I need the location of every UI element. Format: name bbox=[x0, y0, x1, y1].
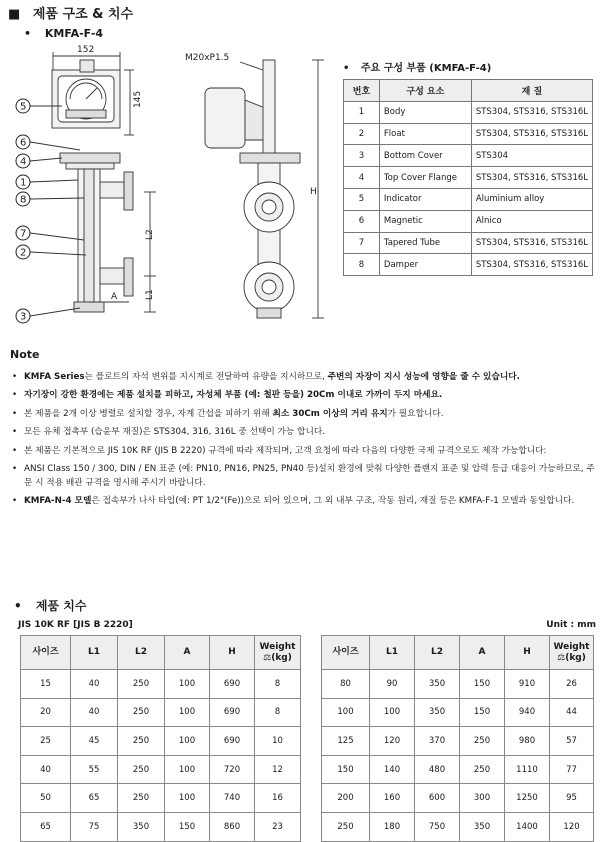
callout-4: 4 bbox=[20, 156, 27, 168]
col-material: 재 질 bbox=[471, 80, 592, 102]
callout-7: 7 bbox=[20, 228, 27, 240]
cell-a: 100 bbox=[165, 670, 210, 699]
notes-list bbox=[10, 371, 600, 514]
dimensions-unit: Unit : mm bbox=[546, 620, 596, 630]
components-heading bbox=[343, 59, 491, 74]
table-row bbox=[21, 670, 301, 699]
dimensions-bullet: • bbox=[14, 599, 22, 613]
cell-l1: 40 bbox=[71, 670, 118, 699]
model-title: KMFA-F-4 bbox=[44, 27, 104, 40]
note-item bbox=[10, 408, 600, 421]
cell-component: Tapered Tube bbox=[379, 232, 471, 254]
note1-model: KMFA Series bbox=[24, 372, 85, 382]
cell-weight: 120 bbox=[550, 812, 594, 841]
cell-h: 740 bbox=[210, 784, 255, 813]
col-a: A bbox=[165, 636, 210, 670]
components-title: 주요 구성 부품 (KMFA-F-4) bbox=[360, 63, 492, 74]
note-item bbox=[10, 463, 600, 490]
cell-l1: 75 bbox=[71, 812, 118, 841]
cell-l2: 250 bbox=[118, 698, 165, 727]
cell-material: STS304, STS316, STS316L bbox=[471, 167, 592, 189]
cell-l1: 65 bbox=[71, 784, 118, 813]
cell-component: Top Cover Flange bbox=[379, 167, 471, 189]
note-bullet: • bbox=[12, 390, 18, 401]
note-item bbox=[10, 389, 600, 402]
cell-material: STS304, STS316, STS316L bbox=[471, 101, 592, 123]
note-bullet: • bbox=[12, 372, 18, 382]
cell-size: 100 bbox=[322, 698, 370, 727]
table-row bbox=[21, 698, 301, 727]
cell-weight: 16 bbox=[255, 784, 301, 813]
scale-icon: ⚖ bbox=[557, 652, 566, 663]
dim-145-label: 145 bbox=[133, 90, 143, 108]
notes-title: Note bbox=[10, 348, 40, 361]
table-row bbox=[344, 210, 593, 232]
note-item bbox=[10, 426, 600, 439]
cell-a: 150 bbox=[165, 812, 210, 841]
weight-label: Weight bbox=[553, 641, 590, 652]
cell-weight: 23 bbox=[255, 812, 301, 841]
table-row bbox=[322, 784, 594, 813]
table-row bbox=[322, 812, 594, 841]
note4-text: 모든 유체 접촉부 (습윤부 재질)은 STS304, 316, 316L 중 선택이 가능 합니다. bbox=[24, 427, 325, 438]
thread-label: M20xP1.5 bbox=[185, 53, 230, 63]
dim-l2-label: L2 bbox=[145, 229, 155, 240]
col-h: H bbox=[505, 636, 550, 670]
cell-weight: 95 bbox=[550, 784, 594, 813]
model-bullet: • bbox=[24, 27, 32, 40]
dimensions-table-right bbox=[321, 635, 594, 842]
cell-number: 2 bbox=[344, 123, 380, 145]
table-row bbox=[344, 232, 593, 254]
cell-l1: 45 bbox=[71, 727, 118, 756]
cell-a: 100 bbox=[165, 755, 210, 784]
note3-tail: 가 필요합니다. bbox=[387, 408, 444, 419]
cell-l1: 140 bbox=[370, 755, 415, 784]
weight-unit: (kg) bbox=[271, 652, 292, 663]
cell-l2: 480 bbox=[415, 755, 460, 784]
col-number: 번호 bbox=[344, 80, 380, 102]
note5-text: 본 제품은 기본적으로 JIS 10K RF (JIS B 2220) 규격에 따라 제작되며, 고객 요청에 따라 다음의 다양한 국제 규격으로도 제작 가능합니다: bbox=[24, 445, 547, 456]
col-weight bbox=[550, 636, 594, 670]
cell-a: 100 bbox=[165, 698, 210, 727]
col-weight bbox=[255, 636, 301, 670]
col-l1: L1 bbox=[71, 636, 118, 670]
callout-8: 8 bbox=[20, 194, 27, 206]
note-item bbox=[10, 371, 600, 384]
model-heading bbox=[24, 27, 103, 40]
table-row bbox=[344, 123, 593, 145]
col-l2: L2 bbox=[118, 636, 165, 670]
cell-h: 980 bbox=[505, 727, 550, 756]
cell-size: 150 bbox=[322, 755, 370, 784]
note7-model: KMFA-N-4 모델 bbox=[24, 496, 92, 507]
callout-1: 1 bbox=[20, 177, 27, 189]
dim-l1-label: L1 bbox=[145, 289, 155, 300]
col-l2: L2 bbox=[415, 636, 460, 670]
cell-l2: 370 bbox=[415, 727, 460, 756]
cell-number: 4 bbox=[344, 167, 380, 189]
cell-a: 150 bbox=[460, 698, 505, 727]
cell-l1: 120 bbox=[370, 727, 415, 756]
cell-l2: 350 bbox=[118, 812, 165, 841]
cell-size: 80 bbox=[322, 670, 370, 699]
cell-a: 100 bbox=[165, 784, 210, 813]
cell-l2: 250 bbox=[118, 755, 165, 784]
col-component: 구성 요소 bbox=[379, 80, 471, 102]
note2-bold: 자기장이 강한 환경에는 제품 설치를 피하고, 자성체 부품 (예: 철판 등을) 20Cm 이내로 가까이 두지 마세요. bbox=[24, 390, 443, 401]
cell-number: 1 bbox=[344, 101, 380, 123]
cell-l1: 90 bbox=[370, 670, 415, 699]
cell-l2: 250 bbox=[118, 784, 165, 813]
weight-label: Weight bbox=[259, 641, 296, 652]
note-bullet: • bbox=[12, 464, 18, 475]
cell-a: 350 bbox=[460, 812, 505, 841]
cell-h: 860 bbox=[210, 812, 255, 841]
cell-a: 300 bbox=[460, 784, 505, 813]
table-row bbox=[344, 188, 593, 210]
dimensions-standard: JIS 10K RF [JIS B 2220] bbox=[18, 620, 133, 630]
dim-a-label: A bbox=[111, 292, 118, 302]
cell-number: 5 bbox=[344, 188, 380, 210]
cell-component: Indicator bbox=[379, 188, 471, 210]
cell-size: 50 bbox=[21, 784, 71, 813]
cell-a: 150 bbox=[460, 670, 505, 699]
cell-l2: 600 bbox=[415, 784, 460, 813]
cell-h: 720 bbox=[210, 755, 255, 784]
note3-bold: 최소 30Cm 이상의 거리 유지 bbox=[272, 408, 388, 419]
note1-bold: 주변의 자장이 지시 성능에 영향을 줄 수 있습니다. bbox=[327, 372, 520, 382]
col-h: H bbox=[210, 636, 255, 670]
cell-l1: 180 bbox=[370, 812, 415, 841]
cell-l2: 750 bbox=[415, 812, 460, 841]
table-row bbox=[322, 670, 594, 699]
cell-h: 910 bbox=[505, 670, 550, 699]
table-row bbox=[322, 755, 594, 784]
cell-weight: 26 bbox=[550, 670, 594, 699]
cell-material: STS304, STS316, STS316L bbox=[471, 123, 592, 145]
section-bullet: ■ bbox=[8, 7, 21, 22]
dim-152-label: 152 bbox=[77, 45, 95, 55]
cell-material: Alnico bbox=[471, 210, 592, 232]
cell-size: 15 bbox=[21, 670, 71, 699]
table-row bbox=[322, 698, 594, 727]
dimensions-table-left bbox=[20, 635, 301, 842]
col-size: 사이즈 bbox=[21, 636, 71, 670]
cell-h: 690 bbox=[210, 670, 255, 699]
cell-h: 1400 bbox=[505, 812, 550, 841]
cell-l2: 250 bbox=[118, 670, 165, 699]
table-row bbox=[21, 784, 301, 813]
cell-l2: 350 bbox=[415, 670, 460, 699]
cell-weight: 8 bbox=[255, 670, 301, 699]
cell-l1: 55 bbox=[71, 755, 118, 784]
note-item bbox=[10, 495, 600, 508]
callout-2: 2 bbox=[20, 247, 27, 259]
callout-5: 5 bbox=[20, 101, 27, 113]
components-table bbox=[343, 79, 593, 276]
scale-icon: ⚖ bbox=[263, 652, 272, 663]
cell-weight: 8 bbox=[255, 698, 301, 727]
cell-size: 200 bbox=[322, 784, 370, 813]
note3-text: 본 제품을 2개 이상 병렬로 설치할 경우, 자계 간섭을 피하기 위해 bbox=[24, 408, 273, 419]
weight-unit: (kg) bbox=[565, 652, 586, 663]
note1-text: 는 플로트의 자석 변위를 지시계로 전달하여 유량을 지시하므로, bbox=[84, 372, 328, 382]
cell-h: 940 bbox=[505, 698, 550, 727]
cell-l2: 350 bbox=[415, 698, 460, 727]
cell-l1: 160 bbox=[370, 784, 415, 813]
components-bullet: • bbox=[343, 63, 350, 74]
col-size: 사이즈 bbox=[322, 636, 370, 670]
note-bullet: • bbox=[12, 427, 18, 438]
col-a: A bbox=[460, 636, 505, 670]
cell-component: Float bbox=[379, 123, 471, 145]
table-row bbox=[322, 727, 594, 756]
cell-component: Bottom Cover bbox=[379, 145, 471, 167]
table-row bbox=[21, 755, 301, 784]
cell-component: Body bbox=[379, 101, 471, 123]
table-row bbox=[344, 167, 593, 189]
cell-number: 7 bbox=[344, 232, 380, 254]
cell-h: 1250 bbox=[505, 784, 550, 813]
cell-h: 1110 bbox=[505, 755, 550, 784]
section-title: 제품 구조 & 치수 bbox=[32, 7, 134, 22]
cell-size: 20 bbox=[21, 698, 71, 727]
note-item bbox=[10, 445, 600, 458]
cell-material: Aluminium alloy bbox=[471, 188, 592, 210]
cell-h: 690 bbox=[210, 727, 255, 756]
cell-number: 8 bbox=[344, 254, 380, 276]
cell-number: 6 bbox=[344, 210, 380, 232]
cell-h: 690 bbox=[210, 698, 255, 727]
cell-weight: 10 bbox=[255, 727, 301, 756]
col-l1: L1 bbox=[370, 636, 415, 670]
cell-size: 65 bbox=[21, 812, 71, 841]
dim-h-label: H bbox=[310, 187, 317, 197]
cell-size: 25 bbox=[21, 727, 71, 756]
cell-l1: 40 bbox=[71, 698, 118, 727]
table-row bbox=[21, 812, 301, 841]
cell-weight: 44 bbox=[550, 698, 594, 727]
dimensions-title: 제품 치수 bbox=[35, 599, 87, 613]
note7-text: 은 접속부가 나사 타입(예: PT 1/2"(Fe))으로 되어 있으며, 그 외 내부 구조, 작동 원리, 재질 등은 KMFA-F-1 모델과 동일합니다. bbox=[91, 496, 575, 507]
cell-component: Magnetic bbox=[379, 210, 471, 232]
cell-l2: 250 bbox=[118, 727, 165, 756]
dim-header-row bbox=[322, 636, 594, 670]
cell-a: 250 bbox=[460, 755, 505, 784]
cell-weight: 77 bbox=[550, 755, 594, 784]
note-bullet: • bbox=[12, 445, 18, 456]
dimensions-heading bbox=[14, 597, 86, 614]
cell-material: STS304, STS316, STS316L bbox=[471, 232, 592, 254]
cell-number: 3 bbox=[344, 145, 380, 167]
cell-a: 100 bbox=[165, 727, 210, 756]
components-header-row bbox=[344, 80, 593, 102]
cell-weight: 57 bbox=[550, 727, 594, 756]
callout-6: 6 bbox=[20, 137, 27, 149]
section-header bbox=[8, 3, 133, 22]
table-row bbox=[344, 145, 593, 167]
cell-material: STS304, STS316, STS316L bbox=[471, 254, 592, 276]
cell-weight: 12 bbox=[255, 755, 301, 784]
note-bullet: • bbox=[12, 408, 18, 419]
flowmeter-drawing bbox=[0, 40, 335, 340]
callout-3: 3 bbox=[20, 311, 27, 323]
table-row bbox=[21, 727, 301, 756]
cell-component: Damper bbox=[379, 254, 471, 276]
cell-size: 125 bbox=[322, 727, 370, 756]
cell-material: STS304 bbox=[471, 145, 592, 167]
dim-header-row bbox=[21, 636, 301, 670]
cell-l1: 100 bbox=[370, 698, 415, 727]
table-row bbox=[344, 254, 593, 276]
cell-size: 250 bbox=[322, 812, 370, 841]
table-row bbox=[344, 101, 593, 123]
cell-size: 40 bbox=[21, 755, 71, 784]
note6-text: ANSI Class 150 / 300, DIN / EN 표준 (예: PN10, PN16, PN25, PN40 등)설치 환경에 맞춰 다양한 플랜지 표준 및 압력 등급 대응이 가능하므로, 주문 시 적용 배관 규격을 명시해 주시기 바랍니다. bbox=[24, 464, 595, 488]
cell-a: 250 bbox=[460, 727, 505, 756]
note-bullet: • bbox=[12, 496, 18, 507]
